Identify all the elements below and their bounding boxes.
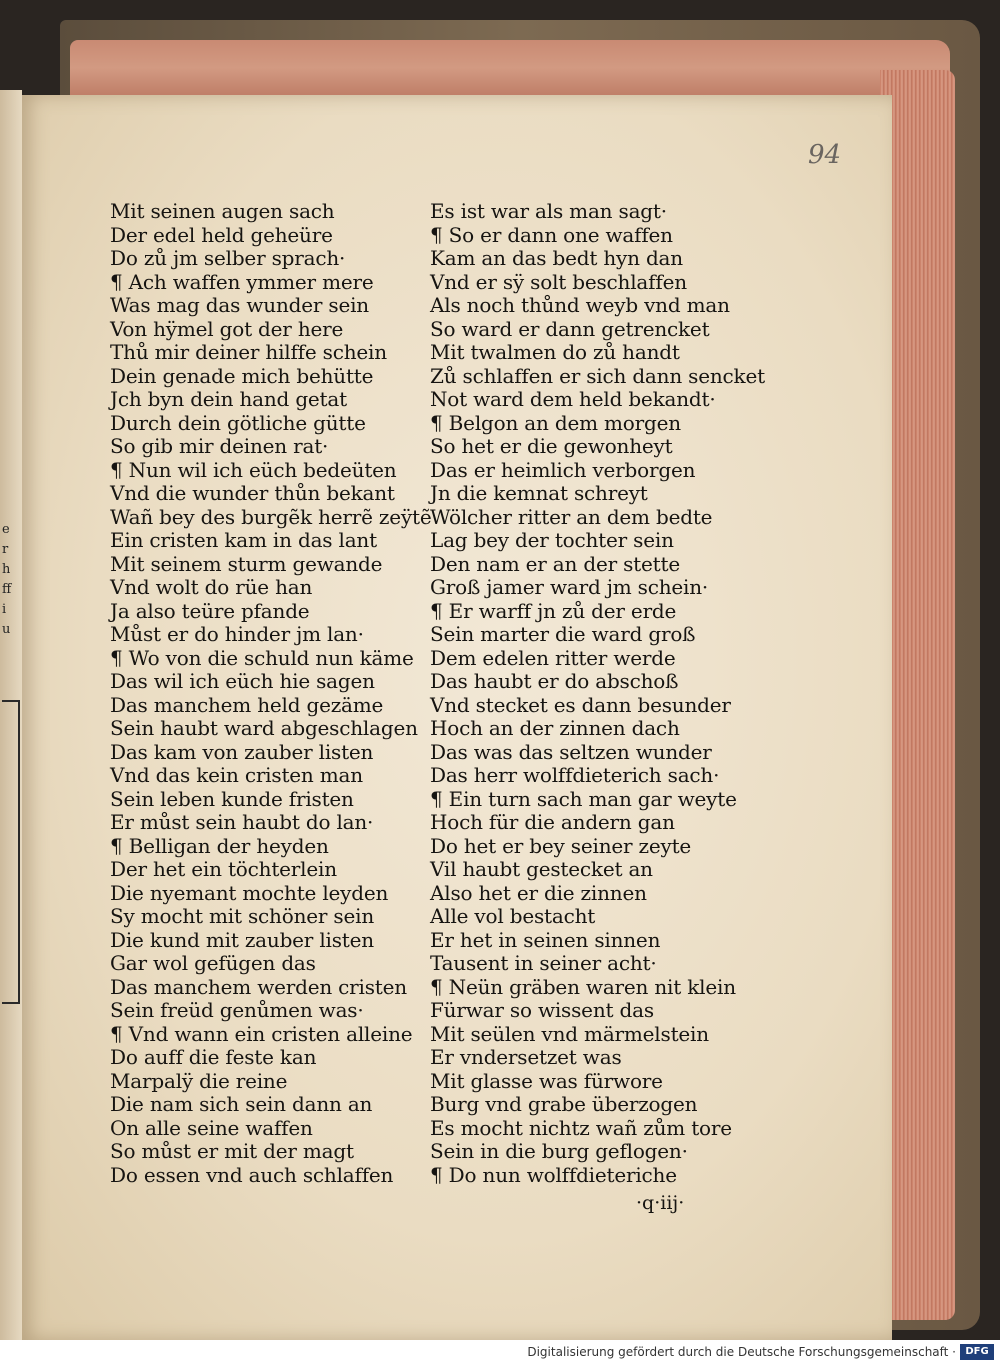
- text-column-right: [430, 200, 765, 1187]
- verse-line: So gib mir deinen rat·: [110, 434, 329, 458]
- verse-line: Jch byn dein hand getat: [110, 387, 347, 411]
- verse-line: Wañ bey des burgẽk herrẽ zeÿtẽ: [110, 504, 432, 529]
- verse-line: Do zů jm selber sprach·: [110, 246, 346, 270]
- verse-line: Wölcher ritter an dem bedte: [430, 504, 713, 529]
- verse-line: Das was das seltzen wunder: [430, 739, 712, 764]
- verse-line: Alle vol bestacht: [430, 904, 596, 928]
- verse-line: Durch dein götliche gütte: [110, 410, 366, 435]
- verse-line: Not ward dem held bekandt·: [430, 387, 716, 411]
- verse-line: So můst er mit der magt: [110, 1139, 354, 1163]
- verse-line: Er můst sein haubt do lan·: [110, 810, 374, 834]
- verse-line: Das er heimlich verborgen: [430, 457, 696, 482]
- facing-page-letter: u: [2, 622, 11, 637]
- verse-line: Es ist war als man sagt·: [430, 199, 667, 223]
- verse-line: ¶ Wo von die schuld nun käme: [110, 645, 414, 670]
- verse-line: ¶ So er dann one waffen: [430, 222, 673, 247]
- verse-line: Er vndersetzet was: [430, 1045, 622, 1069]
- facing-page-woodcut-frame: [2, 700, 20, 1004]
- verse-line: Vnd die wunder thůn bekant: [110, 481, 395, 505]
- verse-line: So het er die gewonheyt: [430, 434, 673, 458]
- verse-line: Marpalÿ die reine: [110, 1068, 288, 1093]
- verse-line: Sein haubt ward abgeschlagen: [110, 716, 418, 740]
- verse-line: Als noch thůnd weyb vnd man: [430, 293, 730, 317]
- verse-line: Sein leben kunde fristen: [110, 786, 354, 811]
- facing-page-letter: h: [2, 562, 11, 577]
- facing-page-letter: ff: [2, 582, 12, 597]
- verse-line: Mit twalmen do zů handt: [430, 340, 680, 364]
- verse-line: Do essen vnd auch schlaffen: [110, 1162, 394, 1187]
- verse-line: Ja also teüre pfande: [110, 598, 310, 623]
- verse-line: Die nyemant mochte leyden: [110, 880, 389, 905]
- verse-line: Fürwar so wissent das: [430, 998, 654, 1022]
- verse-line: Mit seülen vnd märmelstein: [430, 1021, 709, 1046]
- verse-line: Von hÿmel got der here: [110, 316, 344, 341]
- verse-line: Hoch an der zinnen dach: [430, 716, 680, 740]
- verse-line: Das kam von zauber listen: [110, 739, 374, 764]
- verse-line: Kam an das bedt hyn dan: [430, 246, 683, 270]
- digitization-credit-bar: [0, 1340, 1000, 1365]
- verse-line: ¶ Do nun wolffdieteriche: [430, 1162, 677, 1187]
- verse-line: ¶ Er warff jn zů der erde: [430, 598, 677, 623]
- verse-line: Sy mocht mit schöner sein: [110, 904, 374, 928]
- facing-page-letter: e: [2, 522, 10, 537]
- verse-line: Hoch für die andern gan: [430, 810, 675, 834]
- funding-credit-text: Digitalisierung gefördert durch die Deutsche Forschungsgemeinschaft ·: [527, 1345, 956, 1359]
- verse-line: ¶ Ach waffen ymmer mere: [110, 269, 374, 294]
- verse-line: Was mag das wunder sein: [110, 293, 369, 317]
- verse-line: Den nam er an der stette: [430, 551, 680, 576]
- verse-line: Groß jamer ward jm schein·: [430, 575, 709, 599]
- verse-line: Do auff die feste kan: [110, 1045, 317, 1069]
- verse-line: Ein cristen kam in das lant: [110, 528, 377, 552]
- verse-line: Gar wol gefügen das: [110, 951, 316, 975]
- facing-page-letter: r: [2, 542, 9, 557]
- verse-line: Also het er die zinnen: [430, 880, 647, 905]
- verse-line: Der edel held gehеüre: [110, 222, 333, 247]
- verse-line: Tausent in seiner acht·: [430, 951, 657, 975]
- facing-page-letter: i: [2, 602, 7, 617]
- facing-page-fragments: [2, 520, 20, 640]
- verse-line: Můst er do hinder jm lan·: [110, 622, 364, 646]
- verse-line: Es mocht nichtz wañ zům tore: [430, 1115, 732, 1140]
- verse-line: Er het in seinen sinnen: [430, 927, 661, 952]
- verse-line: Do het er bey seiner zeyte: [430, 833, 692, 858]
- verse-line: Thů mir deiner hilffe schein: [110, 340, 387, 364]
- verse-line: ¶ Vnd wann ein cristen alleine: [110, 1021, 413, 1046]
- verse-line: Dem edelen ritter werde: [430, 645, 676, 670]
- verse-line: ¶ Belligan der heyden: [110, 833, 329, 858]
- verse-line: Jn die kemnat schreyt: [430, 481, 648, 505]
- verse-line: Das herr wolffdieterich sach·: [430, 763, 720, 787]
- verse-line: Das manchem held gezäme: [110, 692, 384, 717]
- verse-line: Das wil ich eüch hie sagen: [110, 669, 375, 693]
- verse-line: Sein marter die ward groß: [430, 622, 696, 646]
- verse-line: Sein freüd genůmen was·: [110, 998, 364, 1022]
- verse-line: Mit seinem sturm gewande: [110, 551, 383, 576]
- verse-line: Vnd wolt do rüe han: [110, 575, 313, 599]
- verse-line: Vnd er sÿ solt beschlaffen: [430, 269, 687, 294]
- folio-number: 94: [808, 140, 842, 170]
- text-column-left: [110, 200, 431, 1187]
- verse-line: Mit seinen augen sach: [110, 199, 335, 223]
- verse-line: So ward er dann getrencket: [430, 316, 710, 341]
- verse-line: Die nam sich sein dann an: [110, 1092, 373, 1116]
- verse-line: Mit glasse was fürwore: [430, 1068, 663, 1093]
- verse-line: ¶ Ein turn sach man gar weyte: [430, 786, 737, 811]
- signature-mark: ·q·iij·: [636, 1192, 685, 1214]
- verse-line: On alle seine waffen: [110, 1115, 313, 1140]
- facing-page-sliver: [0, 90, 22, 1340]
- verse-line: Die kund mit zauber listen: [110, 927, 374, 952]
- verse-line: Dein genade mich behütte: [110, 363, 374, 388]
- dfg-logo: DFG: [960, 1344, 994, 1360]
- verse-line: Lag bey der tochter sein: [430, 528, 674, 552]
- verse-line: Vnd das kein cristen man: [110, 763, 363, 787]
- verse-line: Burg vnd grabe überzogen: [430, 1092, 698, 1116]
- verse-line: ¶ Nun wil ich eüch bedeüten: [110, 457, 397, 482]
- verse-line: Das manchem werden cristen: [110, 974, 407, 999]
- verse-line: Sein in die burg geflogen·: [430, 1139, 688, 1163]
- verse-line: Vnd stecket es dann besunder: [430, 692, 731, 717]
- verse-line: Zů schlaffen er sich dann sencket: [430, 363, 765, 388]
- verse-line: ¶ Neün gräben waren nit klein: [430, 974, 736, 999]
- verse-line: Der het ein töchterlein: [110, 857, 337, 881]
- verse-line: Vil haubt gestecket an: [430, 857, 653, 881]
- verse-line: ¶ Belgon an dem morgen: [430, 410, 681, 435]
- verse-line: Das haubt er do abschoß: [430, 669, 679, 693]
